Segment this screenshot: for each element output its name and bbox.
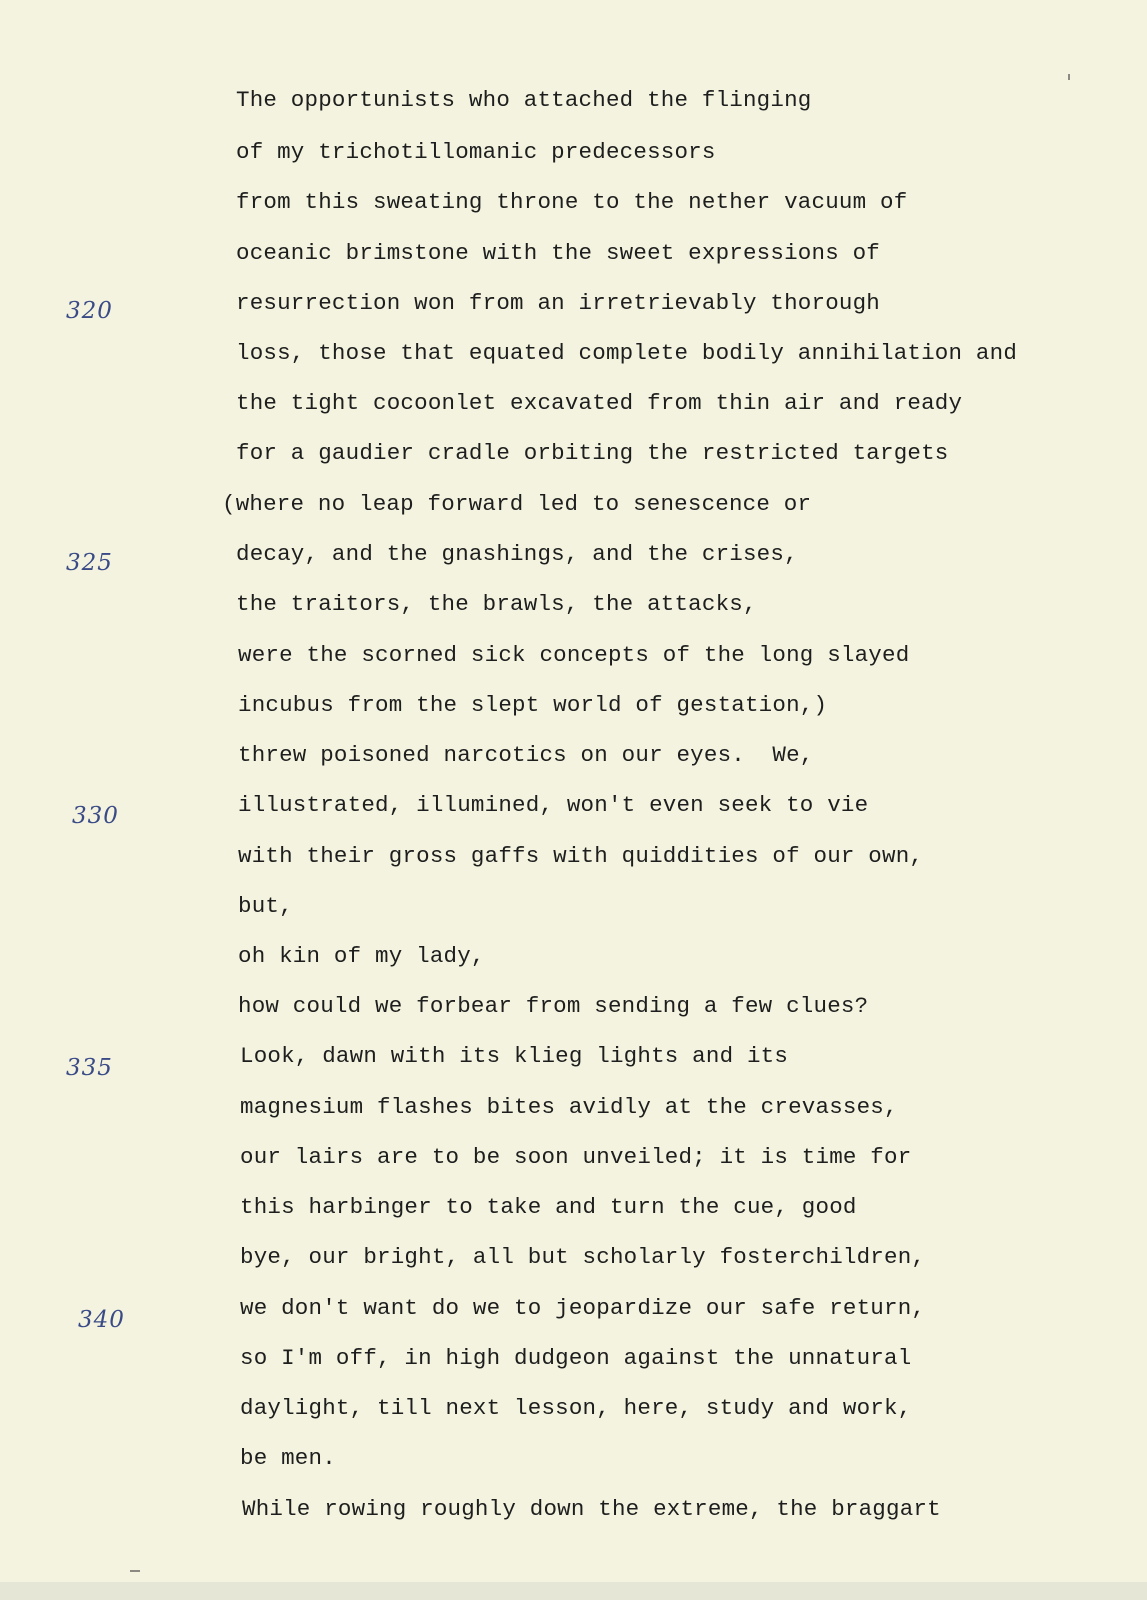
line-number-340: 340 (78, 1307, 125, 1333)
poem-line: how could we forbear from sending a few clues? (238, 993, 869, 1019)
poem-line: this harbinger to take and turn the cue, good (240, 1194, 857, 1220)
poem-line: the traitors, the brawls, the attacks, (236, 591, 757, 617)
poem-line: but, (238, 893, 293, 919)
poem-line: were the scorned sick concepts of the long slayed (238, 642, 910, 668)
poem-line: The opportunists who attached the flinging (236, 87, 812, 113)
poem-line: of my trichotillomanic predecessors (236, 139, 716, 165)
poem-line: loss, those that equated complete bodily annihilation and (236, 340, 1018, 366)
poem-line: bye, our bright, all but scholarly fosterchildren, (240, 1244, 926, 1270)
poem-line: our lairs are to be soon unveiled; it is time for (240, 1144, 912, 1170)
poem-line: be men. (240, 1445, 336, 1471)
line-number-335: 335 (66, 1055, 113, 1081)
poem-line: oh kin of my lady, (238, 943, 485, 969)
poem-line: illustrated, illumined, won't even seek to vie (238, 792, 869, 818)
line-number-330: 330 (72, 803, 119, 829)
poem-line: resurrection won from an irretrievably thorough (236, 290, 881, 316)
poem-line: While rowing roughly down the extreme, the braggart (242, 1496, 941, 1522)
poem-line: oceanic brimstone with the sweet expressions of (236, 240, 881, 266)
poem-line: Look, dawn with its klieg lights and its (240, 1043, 789, 1069)
poem-line: daylight, till next lesson, here, study and work, (240, 1395, 912, 1421)
scan-bottom-edge (0, 1582, 1147, 1600)
poem-line: from this sweating throne to the nether vacuum of (236, 189, 908, 215)
line-number-320: 320 (66, 298, 113, 324)
stray-mark (1068, 74, 1070, 80)
line-number-325: 325 (66, 550, 113, 576)
poem-line: incubus from the slept world of gestation,) (238, 692, 828, 718)
poem-line: magnesium flashes bites avidly at the crevasses, (240, 1094, 898, 1120)
poem-line: with their gross gaffs with quiddities of our own, (238, 843, 924, 869)
poem-line: threw poisoned narcotics on our eyes. We, (238, 742, 814, 768)
poem-line: decay, and the gnashings, and the crises, (236, 541, 798, 567)
poem-line: the tight cocoonlet excavated from thin air and ready (236, 390, 963, 416)
poem-line: so I'm off, in high dudgeon against the unnatural (240, 1345, 912, 1371)
poem-line: we don't want do we to jeopardize our safe return, (240, 1295, 926, 1321)
poem-line: for a gaudier cradle orbiting the restricted targets (236, 440, 949, 466)
stray-mark (130, 1570, 140, 1572)
poem-line: (where no leap forward led to senescence or (222, 491, 812, 517)
